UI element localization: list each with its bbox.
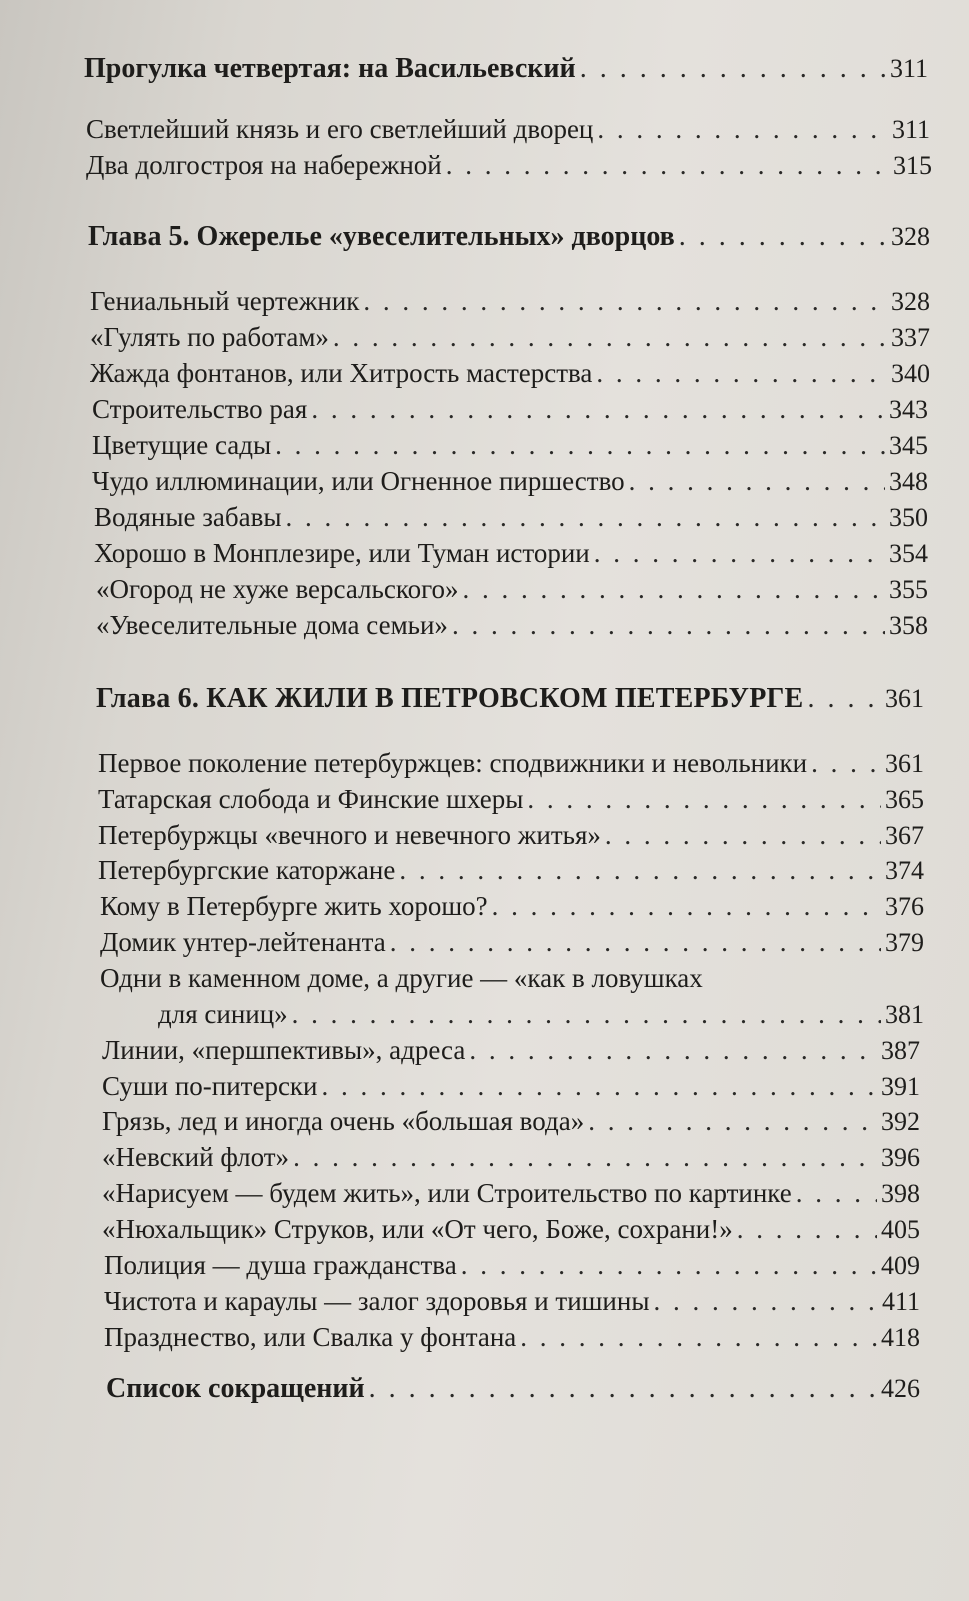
toc-entry (92, 392, 928, 427)
dot-leader (293, 1140, 877, 1174)
toc-page-number: 405 (881, 1215, 920, 1244)
toc-entry (94, 500, 928, 535)
dot-leader (275, 428, 885, 462)
toc-page-number: 361 (885, 749, 924, 778)
toc-entry (100, 925, 924, 960)
toc-page-number: 381 (885, 1000, 924, 1029)
toc-entry-title: Светлейший князь и его светлейший дворец (86, 114, 594, 144)
toc-entry-title: Цветущие сады (92, 430, 272, 460)
dot-leader (285, 500, 885, 534)
toc-heading (88, 220, 930, 254)
dot-leader (596, 356, 887, 390)
toc-entry-title: Линии, «першпективы», адреса (102, 1035, 466, 1065)
toc-page-number: 409 (881, 1251, 920, 1280)
toc-entry-title: Чудо иллюминации, или Огненное пиршество (92, 466, 625, 496)
dot-leader (333, 320, 887, 354)
toc-heading (106, 1372, 920, 1406)
dot-leader (462, 572, 885, 606)
toc-entry-title: Первое поколение петербуржцев: сподвижники и невольники (98, 748, 808, 778)
toc-entry-title: «Увеселительные дома семьи» (96, 610, 448, 640)
toc-entry (86, 148, 932, 183)
toc-entry-title: Гениальный чертежник (90, 286, 360, 316)
toc-entry (98, 818, 924, 853)
toc-entry-title: Хорошо в Монплезире, или Туман истории (94, 538, 590, 568)
dot-leader (322, 1069, 878, 1103)
dot-leader (369, 1372, 877, 1406)
toc-entry-title: Одни в каменном доме, а другие — «как в ловушках (100, 963, 703, 993)
dot-leader (588, 1104, 877, 1138)
toc-entry (98, 746, 924, 781)
toc-page-number: 426 (881, 1374, 920, 1403)
dot-leader (363, 284, 887, 318)
toc-page-number: 343 (889, 395, 928, 424)
toc-entry-title: Татарская слобода и Финские шхеры (98, 784, 524, 814)
toc-entry-title: Домик унтер-лейтенанта (100, 927, 386, 957)
toc-entry (158, 997, 924, 1032)
dot-leader (679, 220, 887, 254)
toc-entry-title: Грязь, лед и иногда очень «большая вода» (102, 1106, 585, 1136)
toc-entry (102, 1212, 920, 1247)
toc-entry (96, 572, 928, 607)
toc-heading (96, 682, 924, 716)
toc-entry-title: Два долгостроя на набережной (86, 150, 442, 180)
toc-page-number: 398 (881, 1179, 920, 1208)
toc-page-number: 350 (889, 503, 928, 532)
dot-leader (461, 1248, 877, 1282)
toc-entry-title: «Нюхальщик» Струков, или «От чего, Боже, сохрани!» (102, 1214, 733, 1244)
toc-entry (90, 356, 930, 391)
toc-entry (92, 464, 928, 499)
toc-entry (90, 320, 930, 355)
toc-entry (102, 1176, 920, 1211)
dot-leader (292, 997, 881, 1031)
toc-page-number: 391 (881, 1072, 920, 1101)
toc-page-number: 337 (891, 323, 930, 352)
toc-page-number: 396 (881, 1143, 920, 1172)
dot-leader (399, 853, 881, 887)
toc-entry-title: Список сокращений (106, 1373, 365, 1404)
toc-entry (94, 536, 928, 571)
toc-entry (98, 853, 924, 888)
toc-entry (102, 1069, 920, 1104)
toc-entry-title: «Нарисуем — будем жить», или Строительство по картинке (102, 1178, 792, 1208)
toc-page-number: 345 (889, 431, 928, 460)
dot-leader (390, 925, 881, 959)
dot-leader (520, 1320, 877, 1354)
dot-leader (594, 536, 885, 570)
dot-leader (597, 112, 888, 146)
toc-entry (96, 608, 928, 643)
dot-leader (737, 1212, 877, 1246)
toc-entry-title: Кому в Петербурге жить хорошо? (100, 891, 488, 921)
dot-leader (653, 1284, 877, 1318)
toc-entry-title: Строительство рая (92, 394, 308, 424)
dot-leader (527, 782, 881, 816)
dot-leader (796, 1176, 877, 1210)
toc-page-number: 328 (891, 222, 930, 251)
toc-entry-title: «Огород не хуже версальского» (96, 574, 459, 604)
toc-page-number: 392 (881, 1107, 920, 1136)
toc-entry (104, 1320, 920, 1355)
toc-entry-title: Глава 5. Ожерелье «увеселительных» дворцов (88, 221, 675, 252)
dot-leader (811, 746, 881, 780)
toc-entry (98, 782, 924, 817)
toc-page-number: 361 (885, 684, 924, 713)
toc-page-number: 328 (891, 287, 930, 316)
toc-entry-title: Празднество, или Свалка у фонтана (104, 1322, 517, 1352)
dot-leader (580, 52, 886, 86)
toc-page-number: 311 (891, 115, 930, 144)
toc-entry (102, 1104, 920, 1139)
toc-entry-title: Жажда фонтанов, или Хитрость мастерства (90, 358, 593, 388)
toc-entry-title: «Гулять по работам» (90, 322, 329, 352)
toc-page-number: 411 (881, 1287, 920, 1316)
toc-page-number: 379 (885, 928, 924, 957)
toc-entry-title: Водяные забавы (94, 502, 282, 532)
toc-page-number: 387 (881, 1036, 920, 1065)
toc-entry (104, 1284, 920, 1319)
toc-page-number: 367 (885, 821, 924, 850)
dot-leader (807, 682, 881, 716)
toc-entry (92, 428, 928, 463)
dot-leader (311, 392, 885, 426)
toc-page-number: 348 (889, 467, 928, 496)
dot-leader (452, 608, 885, 642)
dot-leader (492, 889, 881, 923)
toc-page-number: 315 (893, 151, 932, 180)
toc-page-number: 365 (885, 785, 924, 814)
toc-entry-title: Суши по-питерски (102, 1071, 318, 1101)
toc-entry-title: Полиция — душа гражданства (104, 1250, 457, 1280)
toc-heading (84, 52, 928, 86)
toc-entry (86, 112, 930, 147)
toc-entry-title: Петербургские каторжане (98, 855, 396, 885)
dot-leader (629, 464, 885, 498)
toc-entry (100, 889, 924, 924)
toc-page-number: 354 (889, 539, 928, 568)
toc-entry (90, 284, 930, 319)
toc-entry (104, 1248, 920, 1283)
toc-entry-title: Петербуржцы «вечного и невечного житья» (98, 820, 601, 850)
toc-entry-title: «Невский флот» (102, 1142, 290, 1172)
toc-page-number: 376 (885, 892, 924, 921)
toc-entry (102, 1033, 920, 1068)
dot-leader (469, 1033, 877, 1067)
toc-entry-title: Глава 6. КАК ЖИЛИ В ПЕТРОВСКОМ ПЕТЕРБУРГЕ (96, 683, 804, 714)
toc-page-number: 374 (885, 856, 924, 885)
toc-entry-title: Прогулка четвертая: на Васильевский (84, 53, 576, 84)
toc-page-number: 418 (881, 1323, 920, 1352)
toc-page-number: 311 (889, 54, 928, 83)
toc-entry (102, 1140, 920, 1175)
dot-leader (605, 818, 881, 852)
toc-page-number: 340 (891, 359, 930, 388)
toc-entry-continuation: для синиц» (158, 999, 288, 1029)
toc-entry-title: Чистота и караулы — залог здоровья и тишины (104, 1286, 650, 1316)
dot-leader (446, 148, 889, 182)
toc-page-number: 358 (889, 611, 928, 640)
toc-page-number: 355 (889, 575, 928, 604)
